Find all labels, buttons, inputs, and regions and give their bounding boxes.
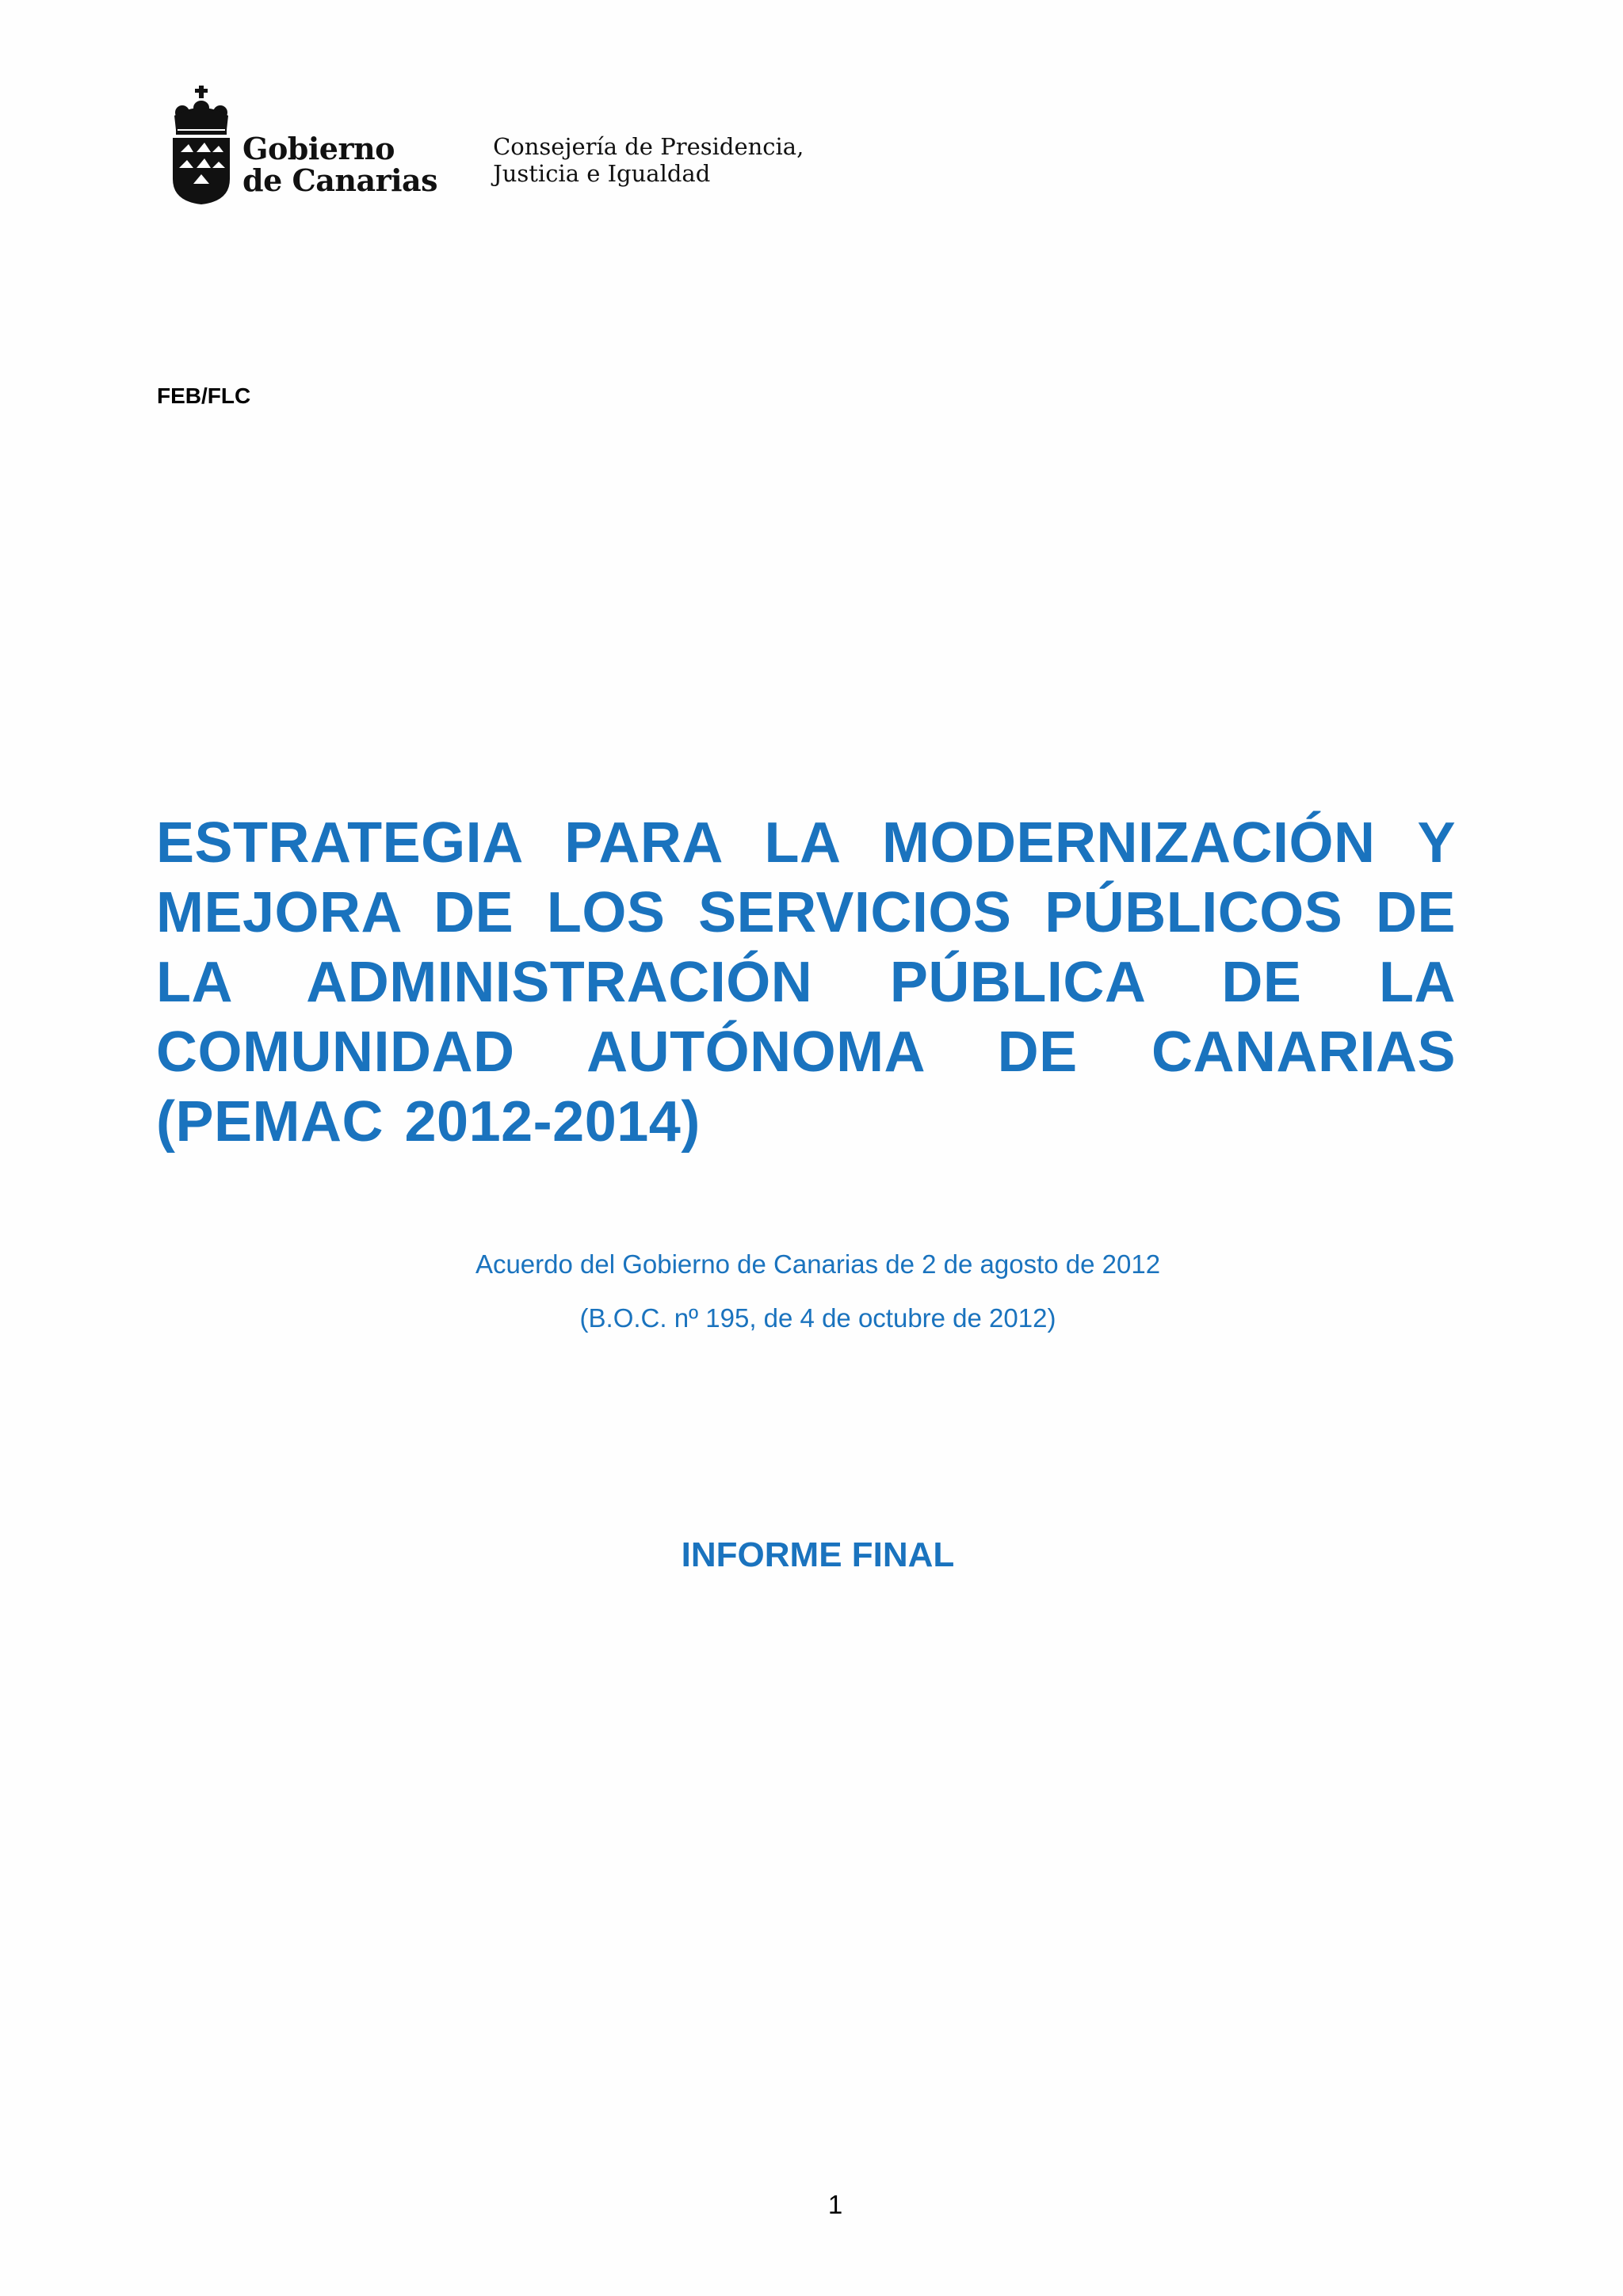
bulletin-reference: (B.O.C. nº 195, de 4 de octubre de 2012) [579, 1303, 1056, 1333]
report-label: INFORME FINAL [681, 1535, 955, 1574]
canary-islands-crest-icon [170, 86, 233, 204]
government-name-line1: Gobierno [242, 131, 395, 166]
department-line2: Justicia e Igualdad [493, 160, 711, 187]
government-name-line2: de Canarias [242, 162, 438, 198]
header-logo-block [170, 86, 804, 204]
agreement-subtitle: Acuerdo del Gobierno de Canarias de 2 de agosto de 2012 [475, 1249, 1161, 1279]
government-name [242, 133, 437, 196]
department-line1: Consejería de Presidencia, [493, 133, 804, 160]
department-name [493, 133, 804, 187]
page-number: 1 [827, 2190, 843, 2219]
document-title: ESTRATEGIA PARA LA MODERNIZACIÓN Y MEJORA DE LOS SERVICIOS PÚBLICOS DE LA ADMINISTRACIÓN PÚBLICA DE LA COMUNIDAD AUTÓNOMA DE CANARIAS (PEMAC 2012-2014) [156, 811, 1456, 1154]
reference-code: FEB/FLC [157, 383, 251, 408]
